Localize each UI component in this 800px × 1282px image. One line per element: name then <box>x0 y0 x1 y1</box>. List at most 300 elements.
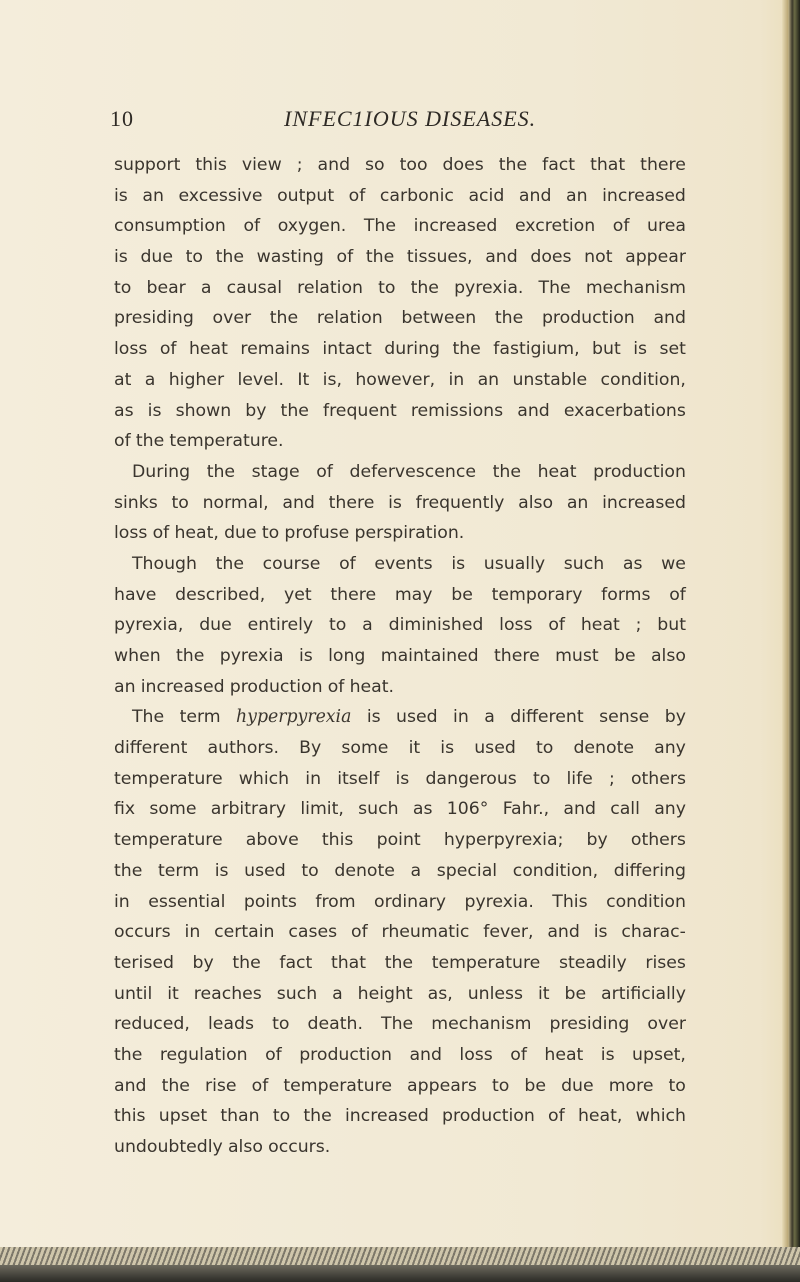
text-line <box>114 457 686 488</box>
word: relation <box>297 277 363 298</box>
word: there <box>330 584 377 605</box>
word: by <box>192 952 214 973</box>
word: oxygen. <box>277 216 347 237</box>
word: regulation <box>159 1044 248 1065</box>
text-line <box>114 917 686 948</box>
word: the <box>410 277 439 298</box>
word: rises <box>645 952 686 973</box>
word: as, <box>427 983 453 1004</box>
word: in <box>184 922 201 943</box>
word: unless <box>467 983 524 1004</box>
word: occurs <box>114 922 171 943</box>
word: and <box>563 799 596 820</box>
word: there <box>640 155 686 175</box>
word: a <box>362 615 373 636</box>
word: of <box>548 1106 565 1127</box>
word: be <box>613 646 636 666</box>
word: a <box>410 860 422 881</box>
word: tissues, <box>406 247 473 268</box>
word: the <box>498 155 528 175</box>
word: frequent <box>323 400 397 421</box>
word: heat, <box>174 523 219 544</box>
word: of <box>339 553 356 574</box>
word: an <box>114 676 136 697</box>
word: to <box>272 1106 291 1127</box>
word: level. <box>237 369 285 390</box>
word: due <box>224 523 257 544</box>
word: and <box>518 185 552 206</box>
word: maintained <box>380 646 479 666</box>
word: heat <box>188 339 228 360</box>
word: the <box>114 1044 143 1065</box>
word: reduced, <box>114 1014 190 1035</box>
word: there <box>328 492 375 513</box>
word: a <box>332 983 343 1004</box>
word: that <box>590 155 626 175</box>
word: heat <box>544 1044 584 1065</box>
book-spine-edge <box>788 0 800 1282</box>
text-line <box>114 549 686 580</box>
word: The <box>538 277 571 298</box>
word: not <box>584 247 613 268</box>
text-line <box>114 702 686 733</box>
word: hyperpyrexia <box>236 707 352 728</box>
word: This <box>552 891 588 912</box>
word: and <box>317 155 351 175</box>
word: During <box>132 461 191 482</box>
word: ; <box>635 615 642 636</box>
word: production <box>593 461 686 482</box>
word: life <box>566 768 593 789</box>
word: as <box>622 553 643 574</box>
word: the <box>215 247 245 268</box>
page-bottom-edge <box>0 1247 800 1282</box>
word: 106° <box>446 799 489 820</box>
word: steadily <box>558 952 627 973</box>
word: fastigium, <box>493 339 580 360</box>
word: death. <box>307 1014 363 1035</box>
word: the <box>384 952 414 973</box>
text-line <box>114 856 686 887</box>
word: stage <box>251 461 300 482</box>
word: of <box>327 676 345 697</box>
word: shown <box>175 400 232 421</box>
word: defervescence <box>349 461 477 482</box>
word: course <box>262 553 321 574</box>
word: also <box>227 1137 263 1157</box>
word: is <box>633 339 648 360</box>
word: of <box>336 247 354 268</box>
word: to <box>272 1014 290 1035</box>
word: condition, <box>600 369 686 390</box>
text-line <box>114 1071 686 1102</box>
word: more <box>608 1075 654 1096</box>
word: to <box>378 277 396 298</box>
word: and <box>517 400 550 421</box>
word: temperature <box>431 952 541 973</box>
word: denote <box>334 860 395 881</box>
word: as <box>412 799 433 820</box>
word: The <box>381 1014 414 1035</box>
word: an <box>142 185 164 206</box>
word: is <box>395 768 410 789</box>
word: temporary <box>491 584 583 605</box>
word: pyrexia. <box>464 891 534 912</box>
word: production <box>229 676 323 697</box>
word: the <box>161 1075 190 1096</box>
word: of <box>114 431 131 452</box>
word: and <box>114 1075 147 1096</box>
word: the <box>114 860 143 881</box>
word: is <box>298 646 313 666</box>
word: fact <box>279 952 313 973</box>
word: and <box>653 308 686 329</box>
word: of <box>251 1075 269 1096</box>
word: over <box>647 1014 686 1035</box>
word: ; <box>608 768 615 789</box>
word: is <box>440 738 455 759</box>
text-line <box>114 365 686 396</box>
word: of <box>669 584 686 605</box>
word: may <box>394 584 433 605</box>
word: increased <box>140 676 225 697</box>
word: as <box>114 400 134 421</box>
word: at <box>114 369 132 390</box>
word: relation <box>316 308 383 329</box>
word: by <box>245 400 267 421</box>
word: carbonic <box>379 185 454 206</box>
word: dangerous <box>425 768 517 789</box>
word: however, <box>355 369 436 390</box>
word: It <box>297 369 310 390</box>
word: differing <box>613 860 686 881</box>
word: diminished <box>388 615 484 636</box>
word: production <box>442 1106 535 1127</box>
word: and <box>282 492 315 513</box>
word: remissions <box>410 400 504 421</box>
word: normal, <box>202 492 269 513</box>
word: is, <box>322 369 342 390</box>
word: presiding <box>549 1014 630 1035</box>
text-line <box>114 518 686 549</box>
word: entirely <box>247 615 314 636</box>
word: heat <box>537 461 577 482</box>
word: to <box>301 860 319 881</box>
word: cases <box>288 922 338 943</box>
text-line <box>114 764 686 795</box>
word: pyrexia <box>219 646 284 666</box>
word: is <box>147 400 162 421</box>
word: condition <box>606 891 686 912</box>
word: authors. <box>207 738 279 759</box>
word: the <box>303 1106 332 1127</box>
word: loss <box>114 339 148 360</box>
word: appears <box>407 1075 477 1096</box>
word: undoubtedly <box>114 1137 223 1157</box>
text-line <box>114 794 686 825</box>
word: unstable <box>512 369 588 390</box>
word: acid <box>468 185 505 206</box>
word: essential <box>148 891 226 912</box>
word: output <box>277 185 335 206</box>
word: loss <box>499 615 533 636</box>
word: of <box>348 185 366 206</box>
word: be <box>564 983 587 1004</box>
word: a <box>144 369 156 390</box>
word: to <box>491 1075 510 1096</box>
word: sense <box>599 707 650 728</box>
word: view <box>241 155 282 175</box>
text-line <box>114 211 686 242</box>
word: the <box>492 461 521 482</box>
word: which <box>635 1106 686 1127</box>
word: points <box>243 891 297 912</box>
word: hyperpyrexia; <box>443 830 564 851</box>
word: the <box>269 308 299 329</box>
word: this <box>195 155 227 175</box>
word: limit, <box>300 799 344 820</box>
word: the <box>206 461 236 482</box>
word: support <box>114 155 181 175</box>
word: excretion <box>514 216 596 237</box>
word: upset, <box>632 1044 686 1065</box>
word: have <box>114 584 157 605</box>
word: exacerbations <box>563 400 686 421</box>
word: point <box>376 830 421 851</box>
running-title: INFEC1IOUS DISEASES. <box>284 106 537 131</box>
word: which <box>238 768 290 789</box>
word: upset <box>158 1106 208 1127</box>
word: leads <box>207 1014 254 1035</box>
word: any <box>654 738 686 759</box>
word: profuse <box>284 523 350 544</box>
word: of <box>316 461 333 482</box>
word: does <box>442 155 484 175</box>
word: loss <box>114 523 148 544</box>
word: is <box>214 860 229 881</box>
word: above <box>245 830 299 851</box>
word: fact <box>542 155 576 175</box>
body-text <box>114 150 686 1163</box>
word: of <box>243 216 261 237</box>
word: occurs. <box>268 1137 331 1157</box>
text-line <box>114 979 686 1010</box>
word: higher <box>168 369 225 390</box>
word: a <box>484 707 495 728</box>
word: call <box>610 799 640 820</box>
word: an <box>477 369 500 390</box>
word: the <box>215 553 244 574</box>
word: also <box>650 646 686 666</box>
word: is <box>388 492 402 513</box>
word: frequently <box>415 492 505 513</box>
word: intact <box>322 339 372 360</box>
text-line <box>114 1009 686 1040</box>
word: artificially <box>601 983 686 1004</box>
text-line <box>114 426 686 457</box>
word: temperature. <box>169 431 284 452</box>
word: others <box>630 768 686 789</box>
word: that <box>330 952 367 973</box>
word: itself <box>337 768 380 789</box>
word: urea <box>647 216 686 237</box>
word: increased <box>602 185 686 206</box>
word: ordinary <box>374 891 447 912</box>
word: fix <box>114 799 136 820</box>
word: different <box>114 738 188 759</box>
word: rise <box>205 1075 237 1096</box>
word: too <box>399 155 428 175</box>
word: is <box>114 247 128 268</box>
word: bear <box>146 277 186 298</box>
word: increased <box>413 216 498 237</box>
word: between <box>401 308 477 329</box>
word: in <box>448 369 465 390</box>
word: production <box>541 308 635 329</box>
word: certain <box>214 922 275 943</box>
word: term <box>158 860 200 881</box>
word: long <box>328 646 366 666</box>
word: the <box>232 952 261 973</box>
word: until <box>114 983 153 1004</box>
word: described, <box>175 584 266 605</box>
word: temperature <box>114 830 223 851</box>
word: does <box>530 247 572 268</box>
word: events <box>374 553 433 574</box>
text-line <box>114 733 686 764</box>
text-line <box>114 1101 686 1132</box>
word: used <box>396 707 438 728</box>
word: to <box>261 523 280 544</box>
word: By <box>299 738 322 759</box>
word: it <box>408 738 421 759</box>
word: Fahr., <box>502 799 550 820</box>
word: be <box>524 1075 546 1096</box>
word: mechanism <box>585 277 686 298</box>
word: by <box>664 707 686 728</box>
word: rheumatic <box>381 922 470 943</box>
word: some <box>149 799 197 820</box>
word: in <box>114 891 130 912</box>
text-line <box>114 887 686 918</box>
word: heat. <box>349 676 395 697</box>
word: to <box>171 492 189 513</box>
word: of <box>159 339 177 360</box>
word: to <box>185 247 204 268</box>
word: such <box>358 799 399 820</box>
word: to <box>532 768 551 789</box>
word: appear <box>625 247 686 268</box>
text-line <box>114 672 686 703</box>
word: The <box>132 707 165 728</box>
word: and <box>409 1044 442 1065</box>
word: pyrexia, <box>114 615 184 636</box>
word: set <box>659 339 686 360</box>
word: over <box>212 308 252 329</box>
word: temperature <box>283 1075 392 1096</box>
word: such <box>563 553 605 574</box>
text-line <box>114 150 686 181</box>
word: is <box>451 553 466 574</box>
word: others <box>630 830 686 851</box>
word: so <box>365 155 385 175</box>
word: also <box>518 492 554 513</box>
word: charac- <box>621 922 686 943</box>
word: arbitrary <box>210 799 287 820</box>
word: the <box>280 400 309 421</box>
word: we <box>661 553 686 574</box>
word: there <box>494 646 540 666</box>
word: some <box>341 738 389 759</box>
word: wasting <box>256 247 324 268</box>
text-line <box>114 610 686 641</box>
page-number: 10 <box>110 106 134 131</box>
text-line <box>114 825 686 856</box>
word: height <box>357 983 413 1004</box>
word: than <box>220 1106 260 1127</box>
word: heat, <box>577 1106 623 1127</box>
word: ; <box>296 155 303 175</box>
word: this <box>321 830 354 851</box>
word: the <box>494 308 524 329</box>
text-line <box>114 1132 686 1163</box>
word: increased <box>602 492 686 513</box>
word: heat <box>580 615 620 636</box>
text-line <box>114 948 686 979</box>
word: The <box>363 216 396 237</box>
word: be <box>451 584 473 605</box>
word: forms <box>601 584 651 605</box>
word: from <box>315 891 356 912</box>
word: reaches <box>193 983 262 1004</box>
word: to <box>328 615 347 636</box>
word: remains <box>240 339 310 360</box>
word: it <box>537 983 550 1004</box>
word: and <box>547 922 580 943</box>
word: increased <box>345 1106 429 1127</box>
word: used <box>244 860 286 881</box>
word: is <box>600 1044 615 1065</box>
word: by <box>586 830 608 851</box>
word: and <box>485 247 518 268</box>
word: the <box>452 339 481 360</box>
word: pyrexia. <box>454 277 524 298</box>
word: when <box>114 646 161 666</box>
word: fever, <box>483 922 534 943</box>
word: it <box>167 983 179 1004</box>
word: loss <box>459 1044 493 1065</box>
word: of <box>548 615 566 636</box>
word: presiding <box>114 308 194 329</box>
word: due <box>561 1075 594 1096</box>
text-line <box>114 1040 686 1071</box>
text-line <box>114 303 686 334</box>
word: the <box>135 431 165 452</box>
word: excessive <box>178 185 263 206</box>
word: is <box>593 922 608 943</box>
word: any <box>654 799 686 820</box>
word: term <box>179 707 221 728</box>
word: condition, <box>512 860 599 881</box>
text-line <box>114 181 686 212</box>
word: of <box>510 1044 527 1065</box>
text-line <box>114 641 686 672</box>
word: is <box>114 185 128 206</box>
text-line <box>114 396 686 427</box>
word: sinks <box>114 492 158 513</box>
word: causal <box>226 277 283 298</box>
word: an <box>566 492 589 513</box>
